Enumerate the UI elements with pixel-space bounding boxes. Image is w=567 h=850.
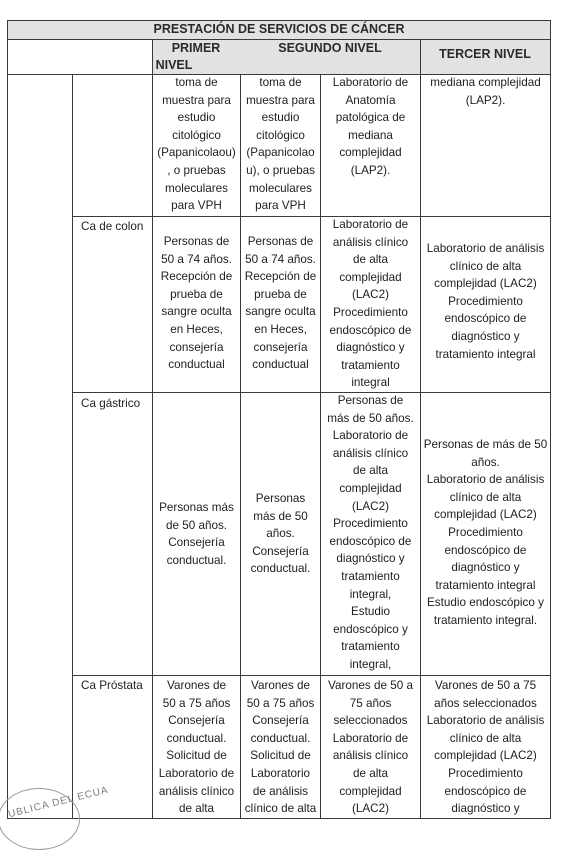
- header-primer-nivel-line2: NIVEL: [155, 58, 193, 72]
- rule: [550, 20, 551, 819]
- cell-primer-nivel: Varones de 50 a 75 años Consejería conductual. Solicitud de Laboratorio de análisis clínico de alta: [158, 679, 235, 816]
- header-primer-nivel-line1: PRIMER: [171, 41, 221, 55]
- header-tercer-nivel: TERCER NIVEL: [439, 47, 531, 61]
- rule: [72, 216, 551, 217]
- seal-text: UBLICA DEL ECUA: [7, 784, 110, 821]
- cell-tercer-nivel: mediana complejidad (LAP2).: [430, 76, 541, 107]
- cell-segundo-nivel-a: Varones de 50 a 75 años Consejería conductual. Solicitud de Laboratorio de análisis clínico de alta: [244, 679, 317, 816]
- cell-segundo-nivel-a: Personas de 50 a 74 años. Recepción de prueba de sangre oculta en Heces, consejería conductual: [244, 235, 317, 372]
- rule: [7, 20, 551, 21]
- rule: [72, 74, 73, 819]
- row-label-ca-prostata: Ca Próstata: [81, 679, 143, 692]
- cell-primer-nivel: Personas más de 50 años. Consejería conductual.: [159, 501, 234, 567]
- official-seal: [0, 784, 110, 850]
- cell-tercer-nivel: Personas de más de 50 años. Laboratorio de análisis clínico de alta complejidad (LAC2) Procedimiento endoscópico de diagnóstico y tratamiento integral Estudio endoscópico y tratamiento integral.: [423, 438, 548, 627]
- cell-segundo-nivel-b: Laboratorio de análisis clínico de alta complejidad (LAC2) Procedimiento endoscópico de diagnóstico y tratamiento integral: [329, 218, 412, 390]
- table-title: PRESTACIÓN DE SERVICIOS DE CÁNCER: [153, 22, 405, 36]
- cell-primer-nivel: toma de muestra para estudio citológico (Papanicolaou) , o pruebas moleculares para VPH: [157, 76, 236, 213]
- rule: [7, 39, 551, 40]
- rule: [7, 20, 8, 819]
- cell-segundo-nivel-b: Personas de más de 50 años. Laboratorio de análisis clínico de alta complejidad (LAC2) Procedimiento endoscópico de diagnóstico y tratamiento integral, Estudio endoscópico y tratamiento integral,: [327, 394, 414, 671]
- header-segundo-nivel: SEGUNDO NIVEL: [278, 41, 382, 55]
- cell-tercer-nivel: Laboratorio de análisis clínico de alta complejidad (LAC2) Procedimiento endoscópico de diagnóstico y tratamiento integral: [426, 242, 545, 361]
- rule: [72, 392, 551, 393]
- cell-segundo-nivel-b: Laboratorio de Anatomía patológica de mediana complejidad (LAP2).: [332, 76, 409, 177]
- row-label-ca-de-colon: Ca de colon: [81, 220, 144, 233]
- row-label-ca-gastrico: Ca gástrico: [81, 397, 141, 410]
- cell-tercer-nivel: Varones de 50 a 75 años seleccionados Laboratorio de análisis clínico de alta complejidad (LAC2) Procedimiento endoscópico de diagnóstico y: [426, 679, 545, 816]
- cell-segundo-nivel-a: toma de muestra para estudio citológico (Papanicolao u), o pruebas moleculares para VPH: [246, 76, 315, 213]
- cell-segundo-nivel-a: Personas más de 50 años. Consejería conductual.: [250, 492, 311, 576]
- rule: [72, 675, 551, 676]
- cell-segundo-nivel-b: Varones de 50 a 75 años seleccionados Laboratorio de análisis clínico de alta complejidad (LAC2): [328, 679, 413, 816]
- rule: [7, 818, 551, 819]
- cell-primer-nivel: Personas de 50 a 74 años. Recepción de prueba de sangre oculta en Heces, consejería conductual: [160, 235, 233, 372]
